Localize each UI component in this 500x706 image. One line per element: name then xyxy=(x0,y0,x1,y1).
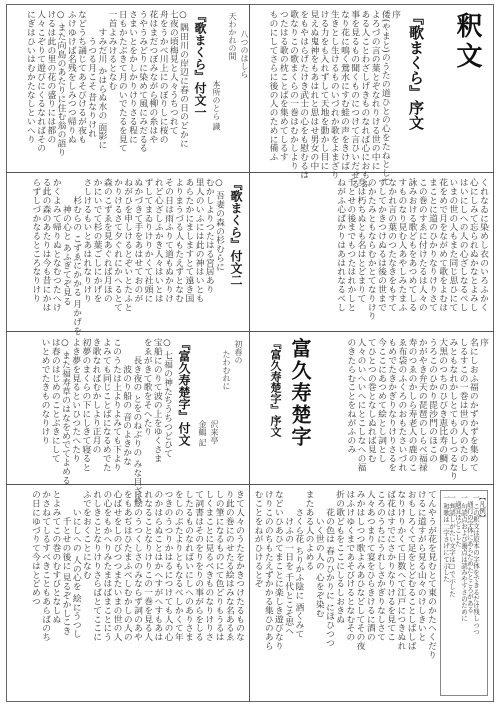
section6-heading: 『富久寿楚字』付文 xyxy=(177,338,191,446)
section4-heading: 『歌まくら』付文二 xyxy=(229,178,243,286)
divider-col-row4 xyxy=(249,484,250,702)
section1-sig-a: 八つのはしら xyxy=(240,30,249,78)
divider-row-3 xyxy=(6,484,494,485)
divider-col-row2 xyxy=(249,172,250,331)
section1-body: 序 倭(やまと)のうたの道ひとの心をたねとして よろづの言の葉とぞなれりける世の中に ある人ことわざしげきものなれば心におもふ 事を見るもの聞くものにつけて言ひいだせる なり花に鳴く鶯水にすむ蛙の声をきけば 生きとし生けるものいづれか歌をよまざり ける力をも入れずして天地を動かし目に 見えぬ鬼神をもあはれと思はせ男女の中 をもやはらげたけき武士の心をも慰むるは 歌なりこの歌まくらの一巻はむかしより つたはる歌の枕ことばを集めてしるす ものにしてさらに後の人のために備ふ xyxy=(267,10,400,188)
section5-sig-c: 沢来亭 xyxy=(210,420,219,444)
section5-sig-d: 金鶴 記 xyxy=(198,420,207,447)
section5-title: 富久寿楚字 xyxy=(288,338,312,448)
section5-sig-a: 初春の xyxy=(234,340,243,364)
section6-body: ○ 七福の神たちうちつどひて 宝船にのりて波の上をゆくさま をゑがきて歌をそへたり 長き夜の とをのねぶりの みな目ざめ 波のり船の 音のよきかな このうたは上よりよみても下より よみても同じことばになるめでた き歌なればむかしより正月の 初夢のまくらの下にしきて寝ると よき夢を見るといひつたへたり ○ また福寿草のはなをめでてよめる は春のはじめのことぶきにして いとめでたきものなりけり xyxy=(39,338,172,504)
section9-body: 【凡例】 一 この釈文は原本の字体をできるだけ残しつつ 通行の字体にあらためたところがある 一 句読点および濁点は読みやすさのために 適宜ほどこした 一 判読しがたい文字は□で示した 一 和歌は二字さげにて示した xyxy=(442,494,486,635)
section7-body: てんやうが花を見むとて東のかたへくだり けるに道すがら見る山々のけしきいと おもしろくて足をとどむることしばしば なりけりかくて日数へて江戸につきぬれ ば花はすでにさかりなりけるを見てこ ころのうちにうれしさかぎりなしさて 人々あつまりて宴をひらきけるに酒の みかはしつつ歌よみあひなどしてその夜 はふけゆくまであそびけるとなむその 折の歌どもをここにしるしおきぬ 花の色は 春のひかりに にほひつつ いく世の人の 心をぞ染む またある人のよめる さくら花 ちりかふ陰に 酒くみて けふの一日を 千代とこそ思へ などいひあひてまことに楽しき遊びなり けりこののちもたえずかかる集ひのあら むことをねがひけるとぞ xyxy=(252,490,436,660)
section5-sig-b: たわむれに xyxy=(222,350,231,390)
section1-heading: 『歌まくら』序文 xyxy=(407,10,425,130)
section8-body: きて人々のうたをかきつけたるものな り此の巻にのせたる絵はみな名あるゑ しの筆になるものにて色どりもうるは しくまことに見るべきものなりけりさ て詞書はそのをりをりの事がらをしる したるものなればいにしへのありさま をしのぶたよりともなるべしかくて年 つきのうつりかはるにつけても人の心 のかはらぬことはかへすがへすもあは れなることなりけりこの一巻を見る人 は絵のうつくしさのみならず詞のあや をもあぢはひたまふべしむかしの人の 心ばせをしのびつつまたいまの世の人 の心をもかへりみたまはばまことにう れしきことなりけりさらばとてここに ふでをおくことになむ いにしへの 人の心を 絵にうつし 千とせの後に 見るぞかしこき とよみてこの巻のむすびとなしぬ かさねてしるすべきこともあらばのち の日にゆづりて今はとどめつ xyxy=(29,490,244,642)
section1-sig-c: 本所のとら 識 xyxy=(212,80,221,131)
section5-body: 序 名にしおふ福のかずかずを集めて しるすこの一巻は世の人のたのし みともなれかしとてものしつるなり 大黒のつちのひびき恵比寿の鯛の うろこのひかり毘沙門のほこの かがやき弁天の琵琶のしらべ福禄 寿のつゑのかしら寿老人の鹿のこ ゑ布袋のふくろのおもたさいづれ もめでたきかぎりなりけりさるを 今ここにあつめて絵とし詞とし てひとつの巻となしぬれば見む 人々のいへいへにとこしなへの福 のきたらむことをねがふのみ xyxy=(345,338,488,481)
divider-col-row3 xyxy=(249,331,250,484)
section5-heading: 『富久寿楚字』序文 xyxy=(269,338,282,437)
page-title: 釈文 xyxy=(452,12,482,72)
section2-body: ○ 隅田川の岸辺に春の日のどかに 七夜の頃梅見と人々うちつれて 舟をうかべ川上にのぼりしに桜の 花はまだつぼみながら柳の糸はや うやうみどりに染めて風にみだるる さまいとをかしかりけりさる程に 日もかたぶきて月のいでたるを見て 一首よみけるとなむ すみだ川 かはらぬ水の 面影に うつる月こそ 昔なりけれ などうち誦じてあそびけるが夜も ふけゆけば名残をしみつつ帰りぬ ○ また向島のあたりに住む翁の語り けるは此の里の花の盛りには都の 人々こぞりて遊びにくるなればその にぎはひいはむかたなしといへり xyxy=(24,10,188,157)
section3-body: くれなゐに染めし衣のいろふかく 心にしみて忘られぬかなとよみし はいにしへの人の心ざしなるべし いまの世の人もまた同じ思ひにて 花をめで月をながめて歌をよむは まことに道のひかりなりけりさて この巻のすゑに付けたるは人々の 詠みおける歌どもをあつめてしる すものなり見む人あやしみたまふ なかれ言の葉のつたなきをもすて ずしてかきつけぬるは後の世まで のかたみともならむかとてなりけり 身は朽ちぬとも名はとどまりて 千とせの後までもつたはれかしと ねがふ心ばかりはあはれなるべし xyxy=(335,178,488,321)
section1-sig-b: 天わかれの間 xyxy=(228,12,237,60)
divider-row-1 xyxy=(6,172,494,173)
section4-body: ○ 吾妻の森の杉むらに むかしよりつたはる宮居あり 里人のいふには此の神はいとも あらたかにましますとて遠き国 よりまうづる人もたえずとなむ その日は雨ふりて道もぬかりけ れど心ざしふかき人々はいとは ずしてまゐりけりかくて社頭に ぬかづきて手をあはせておのが ねがひを申しけるとぞいとたふと かりけるさて夕ぐれにかへるとて 森のこずゑを見あぐれば月ほの かにいでて杉の葉ごしにかげを さしけるもいとあはれなりけり 杉むらの こずゑにかかる 月かげを 神の心と あふぎてぞ見る かくよみて帰りぬとなむつたへけ る此の森のあたりは今も昔にかは らずしづかなるところなりけり xyxy=(30,178,224,336)
section2-heading: 『歌まくら』付文一 xyxy=(193,10,207,118)
